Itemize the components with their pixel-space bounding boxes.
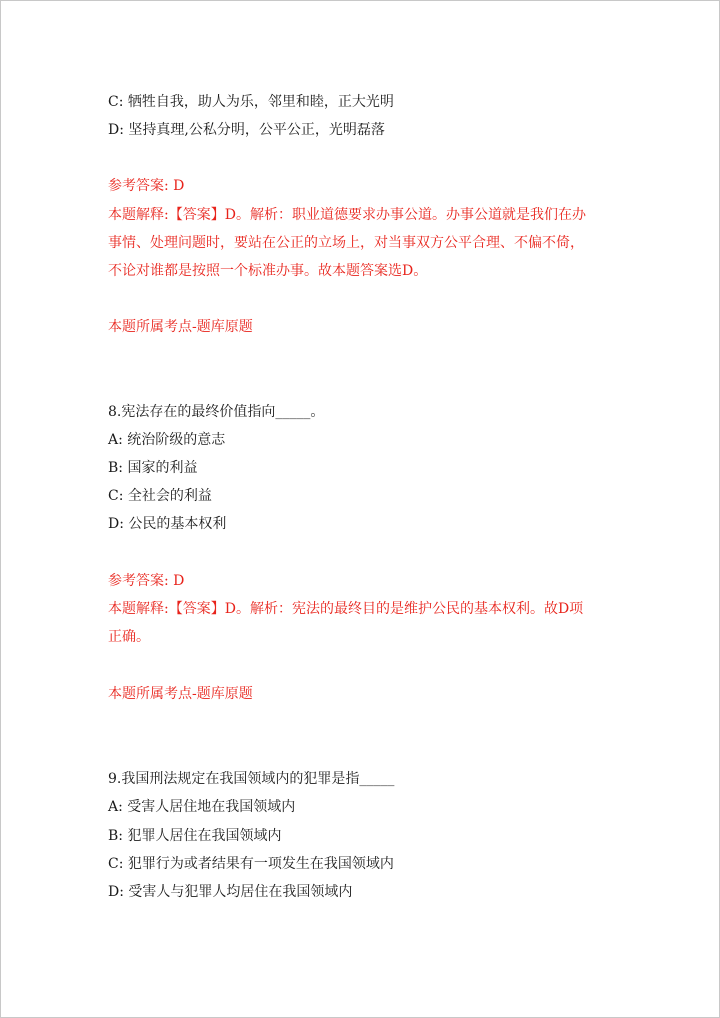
q8-option-c: C: 全社会的利益 — [108, 488, 212, 504]
q7-explanation-line-3: 不论对谁都是按照一个标准办事。故本题答案选D。 — [108, 263, 428, 279]
q8-source: 本题所属考点-题库原题 — [108, 686, 253, 702]
q8-explanation-line-1: 本题解释:【答案】D。解析：宪法的最终目的是维护公民的基本权利。故D项 — [108, 601, 584, 617]
q8-explanation-line-2: 正确。 — [108, 629, 150, 645]
q8-option-b: B: 国家的利益 — [108, 460, 198, 476]
q7-explanation-line-2: 事情、处理问题时，要站在公正的立场上，对当事双方公平合理、不偏不倚， — [108, 235, 584, 251]
q8-option-d: D: 公民的基本权利 — [108, 516, 227, 532]
q7-explanation-line-1: 本题解释:【答案】D。解析：职业道德要求办事公道。办事公道就是我们在办 — [108, 207, 586, 223]
q9-stem: 9.我国刑法规定在我国领域内的犯罪是指_____ — [108, 771, 395, 787]
q9-option-c: C: 犯罪行为或者结果有一项发生在我国领域内 — [108, 856, 394, 872]
q7-source: 本题所属考点-题库原题 — [108, 319, 253, 335]
q9-option-a: A: 受害人居住地在我国领域内 — [108, 799, 296, 815]
q7-answer: 参考答案: D — [108, 178, 185, 194]
q9-option-b: B: 犯罪人居住在我国领域内 — [108, 828, 282, 844]
q9-option-d: D: 受害人与犯罪人均居住在我国领域内 — [108, 884, 353, 900]
q7-option-d: D: 坚持真理,公私分明，公平公正，光明磊落 — [108, 122, 385, 138]
q8-stem: 8.宪法存在的最终价值指向_____。 — [108, 404, 325, 420]
q7-option-c: C: 牺牲自我，助人为乐，邻里和睦，正大光明 — [108, 94, 394, 110]
q8-option-a: A: 统治阶级的意志 — [108, 432, 226, 448]
q8-answer: 参考答案: D — [108, 573, 185, 589]
